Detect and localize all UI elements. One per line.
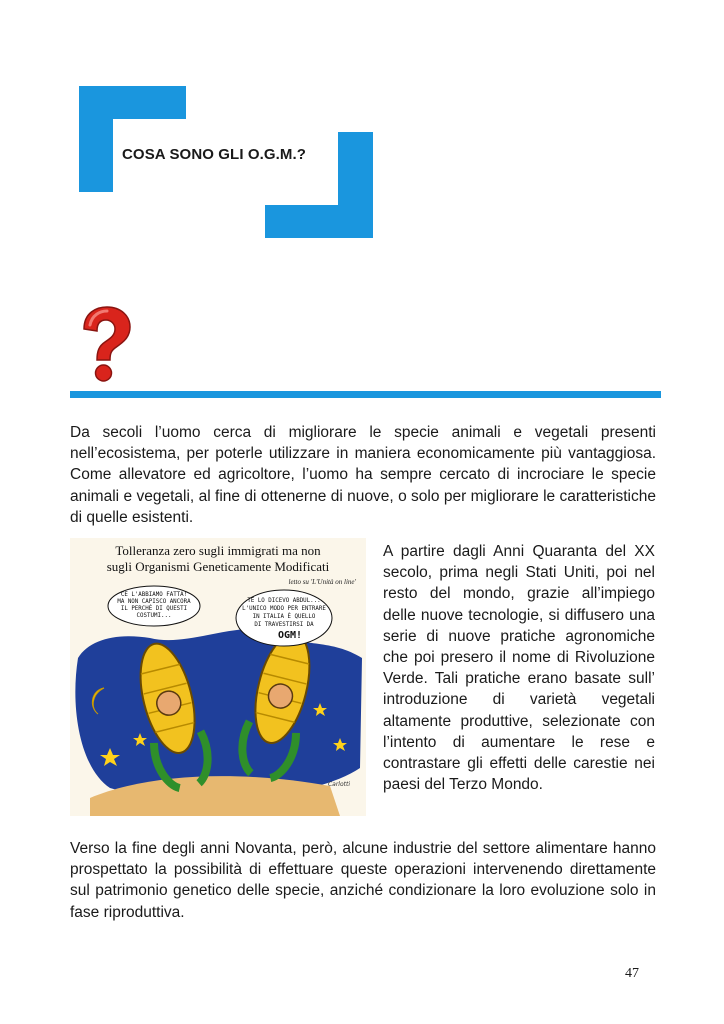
ogm-cartoon-illustration: [70, 538, 366, 816]
bubble-left-line-2: MA NON CAPISCO ANCORA: [117, 599, 191, 605]
page-title: COSA SONO GLI O.G.M.?: [122, 146, 307, 163]
section-divider: [70, 391, 661, 398]
intro-paragraph: Da secoli l’uomo cerca di migliorare le specie animali e vegetali presenti nell’ecosistema, per poterle utilizzare in maniera economicamente più vantaggiosa. Come allevatore ed agricoltore, l’uomo ha sempre cercato di incrociare le specie animali e vegetali, al fine di ottenerne di nuove, o solo per migliorare le caratteristiche di quelle esistenti.: [70, 424, 656, 526]
bubble-right-line-1: TE LO DICEVO ABDUL...: [247, 598, 321, 604]
bubble-left-line-4: COSTUMI...: [136, 613, 172, 619]
bubble-right-line-4: DI TRAVESTIRSI DA: [254, 622, 314, 628]
cartoon-signature: Carlotti: [327, 781, 350, 788]
cartoon-source: letto su 'L'Unità on line': [288, 578, 356, 586]
frame-top-left-vertical: [79, 86, 113, 192]
frame-bottom-right-horizontal: [265, 205, 373, 238]
question-mark-icon: [80, 305, 132, 385]
bubble-right-line-3: IN ITALIA È QUELLO: [252, 614, 316, 620]
bubble-left-line-3: IL PERCHÉ DI QUESTI: [120, 606, 188, 612]
side-paragraph: A partire dagli Anni Quaranta del XX secolo, prima negli Stati Uniti, poi nel resto del mondo, grazie all’impiego delle nuove tecnologie, si diffusero una serie di nuove pratiche agronomiche che poi presero il nome di Rivoluzione Verde. Tali pratiche erano basate sull’ introduzione di varietà vegetali altamente produttive, selezionate con l’intento di aumentare le rese e contrastare gli effetti delle carestie nei paesi del Terzo Mondo.: [383, 543, 655, 794]
bubble-right-line-2: L'UNICO MODO PER ENTRARE: [242, 606, 326, 612]
cartoon-headline-line-2: sugli Organismi Geneticamente Modificati: [106, 559, 330, 574]
bubble-left-line-1: CE L'ABBIAMO FATTA!: [120, 592, 188, 598]
closing-paragraph: Verso la fine degli anni Novanta, però, alcune industrie del settore alimentare hanno prospettato la possibilità di effettuare queste operazioni intervenendo direttamente sul patrimonio genetico delle specie, anziché condizionare la loro evoluzione solo in fase riproduttiva.: [70, 840, 656, 921]
cartoon-headline-line-1: Tolleranza zero sugli immigrati ma non: [115, 543, 321, 558]
page-number: 47: [625, 966, 639, 981]
bubble-right-line-5: OGM!: [277, 630, 303, 641]
